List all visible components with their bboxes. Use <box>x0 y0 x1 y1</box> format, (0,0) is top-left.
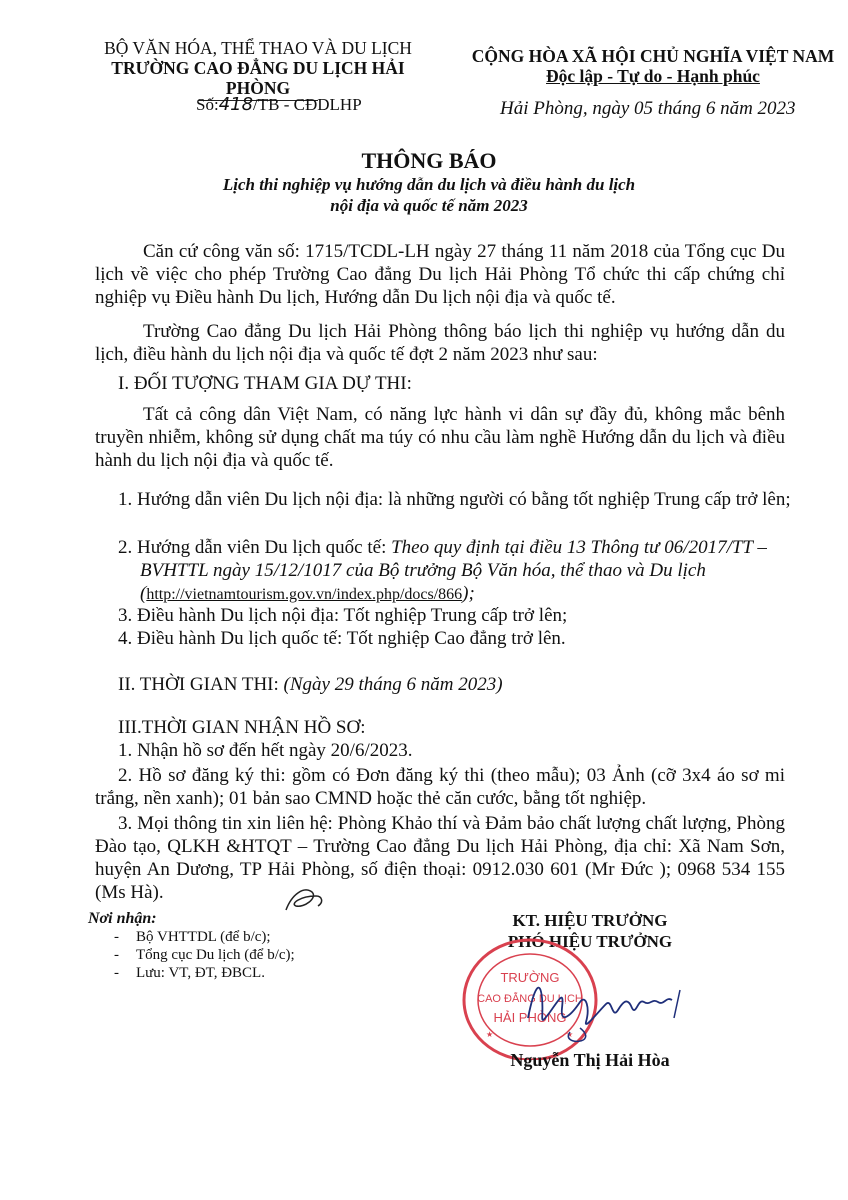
svg-text:★: ★ <box>566 1030 574 1039</box>
motto: Độc lập - Tự do - Hạnh phúc <box>546 66 760 86</box>
section2-heading: II. THỜI GIAN THI: <box>118 674 284 695</box>
handwritten-number: 418 <box>218 94 254 115</box>
paragraph-announcement: Trường Cao đẳng Du lịch Hải Phòng thông báo lịch thi nghiệp vụ hướng dẫn du lịch, điều hành du lịch nội địa và quốc tế đợt 2 năm 2023 như sau: <box>95 321 785 365</box>
stamp-text-line2: CAO ĐẲNG DU LỊCH <box>477 993 583 1005</box>
page-title: THÔNG BÁO <box>361 148 497 173</box>
signer-name: Nguyễn Thị Hải Hòa <box>510 1050 670 1070</box>
document-number: Số:418/TB - CĐDLHP <box>196 94 362 115</box>
section2 <box>118 673 503 696</box>
section3-heading: III.THỜI GIAN NHẬN HỒ SƠ: <box>118 717 366 738</box>
section1-item1: 1. Hướng dẫn viên Du lịch nội địa: là những người có bằng tốt nghiệp Trung cấp trở lên; <box>118 489 791 510</box>
section1-item3: 3. Điều hành Du lịch nội địa: Tốt nghiệp Trung cấp trở lên; <box>118 605 568 626</box>
recipient-item: - Bộ VHTTDL (để b/c); <box>114 929 271 945</box>
docs-link[interactable]: http://vietnamtourism.gov.vn/index.php/docs/866 <box>146 586 463 603</box>
paragraph-basis: Căn cứ công văn số: 1715/TCDL-LH ngày 27 tháng 11 năm 2018 của Tổng cục Du lịch về việc cho phép Trường Cao đẳng Du lịch Hải Phòng Tổ chức thi cấp chứng chỉ nghiệp vụ Điều hành Du lịch, Hướng dẫn Du lịch nội địa và quốc tế. <box>95 241 785 308</box>
stamp-text-line3: HẢI PHÒNG <box>493 1010 567 1025</box>
stamp-text-line1: TRƯỜNG <box>500 970 560 985</box>
school-name: TRƯỜNG CAO ĐẲNG DU LỊCH HẢI PHÒNG <box>111 58 405 98</box>
national-header <box>468 46 838 86</box>
section1-paragraph: Tất cả công dân Việt Nam, có năng lực hành vi dân sự đầy đủ, không mắc bênh truyền nhiễm, không sử dụng chất ma túy có nhu cầu làm nghề Hướng dẫn du lịch và điều hành du lịch nội địa và quốc tế. <box>95 404 785 471</box>
section3-item1: 1. Nhận hồ sơ đến hết ngày 20/6/2023. <box>118 740 413 761</box>
section1-item2: 2. Hướng dẫn viên Du lịch quốc tế: Theo quy định tại điều 13 Thông tư 06/2017/TT –BVHTTL ngày 15/12/1017 của Bộ trưởng Bộ Văn hóa, thể thao và Du lịch (http://vietnamtourism.gov.vn/index.php/docs/866); <box>118 537 767 604</box>
recipients-block <box>88 910 428 982</box>
country-name: CỘNG HÒA XÃ HỘI CHỦ NGHĨA VIỆT NAM <box>471 46 835 66</box>
section3-item3: 3. Mọi thông tin xin liên hệ: Phòng Khảo thí và Đảm bảo chất lượng chất lượng, Phòng Đào tạo, QLKH &HTQT – Trường Cao đẳng Du lịch Hải Phòng, địa chỉ: Xã Nam Sơn, huyện An Dương, TP Hải Phòng, số điện thoại: 0912.030 601 (Mr Đức ); 0968 534 155 (Ms Hà). <box>95 813 785 903</box>
subtitle-line1: Lịch thi nghiệp vụ hướng dẫn du lịch và điều hành du lịch <box>222 175 636 194</box>
svg-text:★: ★ <box>486 1030 494 1039</box>
section3-item2: 2. Hồ sơ đăng ký thi: gồm có Đơn đăng ký thi (theo mẫu); 03 Ảnh (cỡ 3x4 áo sơ mi trắng, nền xanh); 01 bản sao CMND hoặc thẻ căn cước, bằng tốt nghiệp. <box>95 765 785 809</box>
exam-date: (Ngày 29 tháng 6 năm 2023) <box>283 674 503 695</box>
section1-heading: I. ĐỐI TƯỢNG THAM GIA DỰ THI: <box>118 373 412 394</box>
subtitle-line2: nội địa và quốc tế năm 2023 <box>330 196 528 215</box>
place-date: Hải Phòng, ngày 05 tháng 6 năm 2023 <box>500 98 796 119</box>
recipient-item: - Lưu: VT, ĐT, ĐBCL. <box>114 965 265 981</box>
ministry-name: BỘ VĂN HÓA, THỂ THAO VÀ DU LỊCH <box>104 38 412 58</box>
signature-title1: KT. HIỆU TRƯỞNG <box>512 911 668 930</box>
title-block <box>0 148 848 216</box>
recipient-item: - Tổng cục Du lịch (để b/c); <box>114 947 295 963</box>
recipients-heading: Nơi nhận: <box>88 910 157 927</box>
handwritten-signature <box>520 968 700 1048</box>
issuer-block <box>78 38 438 101</box>
section1-item4: 4. Điều hành Du lịch quốc tế: Tốt nghiệp Cao đẳng trở lên. <box>118 628 566 649</box>
signature-title2: PHÓ HIỆU TRƯỞNG <box>507 932 673 951</box>
